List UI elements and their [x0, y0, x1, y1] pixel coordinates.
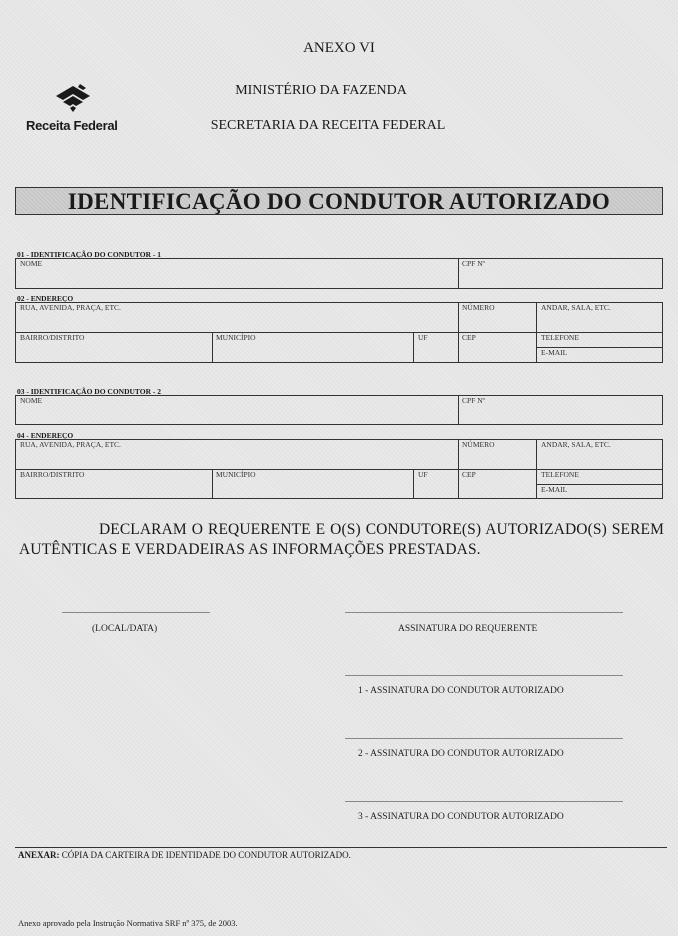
requerente-signature-line	[345, 612, 623, 613]
condutor1-signature-label: 1 - ASSINATURA DO CONDUTOR AUTORIZADO	[358, 686, 564, 696]
divider	[212, 332, 213, 363]
email-field-label: E-MAIL	[541, 485, 568, 494]
divider	[536, 302, 537, 363]
cep-field-label: CEP	[462, 333, 476, 342]
nome-field-label: NOME	[20, 396, 43, 405]
form-title-band	[15, 187, 663, 215]
divider	[458, 302, 459, 363]
cpf-field-label: CPF Nº	[462, 259, 485, 268]
numero-field-label: NÚMERO	[462, 440, 495, 449]
municipio-field-label: MUNICÍPIO	[216, 333, 256, 342]
rua-field-label: RUA, AVENIDA, PRAÇA, ETC.	[20, 440, 121, 449]
divider	[212, 469, 213, 499]
condutor2-signature-line	[345, 738, 623, 739]
declaration-text: DECLARAM O REQUERENTE E O(S) CONDUTORE(S) AUTORIZADO(S) SEREM AUTÊNTICAS E VERDADEIRAS AS INFORMAÇÕES PRESTADAS.	[19, 521, 664, 558]
divider	[413, 332, 414, 363]
anexar-label: ANEXAR:	[18, 850, 60, 860]
form-title: IDENTIFICAÇÃO DO CONDUTOR AUTORIZADO	[67, 189, 611, 214]
section-01-label: 01 - IDENTIFICAÇÃO DO CONDUTOR - 1	[17, 250, 162, 259]
divider	[413, 469, 414, 499]
cpf-field-label: CPF Nº	[462, 396, 485, 405]
andar-field-label: ANDAR, SALA, ETC.	[541, 440, 611, 449]
uf-field-label: UF	[418, 470, 428, 479]
telefone-field-label: TELEFONE	[541, 470, 579, 479]
cep-field-label: CEP	[462, 470, 476, 479]
divider	[536, 439, 537, 499]
local-data-label: (LOCAL/DATA)	[92, 624, 158, 634]
section-01-box	[15, 258, 663, 289]
numero-field-label: NÚMERO	[462, 303, 495, 312]
municipio-field-label: MUNICÍPIO	[216, 470, 256, 479]
condutor2-signature-label: 2 - ASSINATURA DO CONDUTOR AUTORIZADO	[358, 749, 564, 759]
email-field-label: E-MAIL	[541, 348, 568, 357]
anexar-text: CÓPIA DA CARTEIRA DE IDENTIDADE DO CONDUTOR AUTORIZADO.	[59, 850, 351, 860]
condutor3-signature-line	[345, 801, 623, 802]
nome-field-label: NOME	[20, 259, 43, 268]
annex-label: ANEXO VI	[303, 40, 375, 56]
footer-note: Anexo aprovado pela Instrução Normativa SRF nº 375, de 2003.	[18, 918, 238, 928]
receita-federal-logo-icon	[52, 80, 94, 116]
section-03-label: 03 - IDENTIFICAÇÃO DO CONDUTOR - 2	[17, 387, 162, 396]
divider	[458, 439, 459, 499]
logo-text: Receita Federal	[26, 118, 118, 133]
secretariat-label: SECRETARIA DA RECEITA FEDERAL	[210, 118, 446, 133]
andar-field-label: ANDAR, SALA, ETC.	[541, 303, 611, 312]
bairro-field-label: BAIRRO/DISTRITO	[20, 333, 85, 342]
local-data-line	[62, 612, 210, 613]
rua-field-label: RUA, AVENIDA, PRAÇA, ETC.	[20, 303, 121, 312]
requerente-signature-label: ASSINATURA DO REQUERENTE	[398, 624, 538, 634]
bairro-field-label: BAIRRO/DISTRITO	[20, 470, 85, 479]
divider	[458, 395, 459, 425]
anexar-note	[18, 850, 351, 860]
section-04-label: 04 - ENDEREÇO	[17, 431, 74, 440]
section-03-box	[15, 395, 663, 425]
telefone-field-label: TELEFONE	[541, 333, 579, 342]
section-02-label: 02 - ENDEREÇO	[17, 294, 74, 303]
uf-field-label: UF	[418, 333, 428, 342]
ministry-label: MINISTÉRIO DA FAZENDA	[235, 83, 407, 98]
divider	[458, 258, 459, 289]
condutor1-signature-line	[345, 675, 623, 676]
anexar-rule	[15, 847, 667, 848]
condutor3-signature-label: 3 - ASSINATURA DO CONDUTOR AUTORIZADO	[358, 812, 564, 822]
